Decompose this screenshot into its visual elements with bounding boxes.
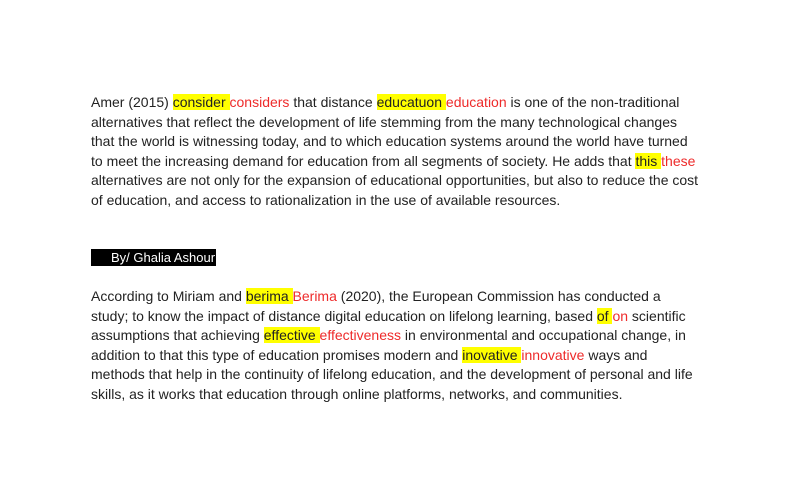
highlighted-error: effective	[263, 327, 320, 343]
text-segment: that distance	[289, 94, 377, 110]
text-segment: Amer (2015)	[91, 94, 173, 110]
text-segment: (2020), the European Commission has conducted a study; to know the impact of distance digital education on lifelong learning, based	[91, 288, 661, 324]
highlighted-error: berima	[245, 288, 293, 304]
correction-text: effectiveness	[319, 327, 402, 343]
text-segment: scientific assumptions that achieving	[91, 307, 686, 343]
correction-text: Berima	[292, 288, 337, 304]
correction-text: considers	[229, 94, 290, 110]
text-segment: alternatives are not only for the expansion of educational opportunities, but also to reduce the cost of education, and access to rationalization in the use of available resources.	[91, 172, 699, 208]
highlighted-error: inovative	[462, 346, 522, 363]
correction-text: innovative	[521, 346, 585, 363]
text-segment: ways and methods that help in the continuity of lifelong education, and the development of personal and life skills, as it works that education through online platforms, networks, and communities.	[91, 346, 693, 402]
author-byline: By/ Ghalia Ashour	[91, 249, 216, 266]
correction-text: on	[612, 307, 629, 324]
highlighted-error: this	[635, 152, 662, 169]
correction-text: education	[445, 94, 507, 110]
highlighted-error: educatuon	[376, 94, 446, 110]
correction-text: these	[661, 152, 696, 169]
highlighted-error: of	[596, 307, 613, 324]
text-segment: According to Miriam and	[91, 288, 246, 304]
highlighted-error: consider	[172, 94, 230, 110]
text-segment: in environmental and occupational change, in addition to that this type of education promises modern and	[91, 327, 686, 363]
text-segment: is one of the non-traditional alternatives that reflect the development of life stemming from the many technological changes that the world is witnessing today, and to which education systems around the world have turned to meet the increasing demand for education from all segments of society. He adds that	[91, 94, 688, 169]
paragraph-miriam	[91, 287, 701, 404]
paragraph-amer	[91, 93, 701, 210]
